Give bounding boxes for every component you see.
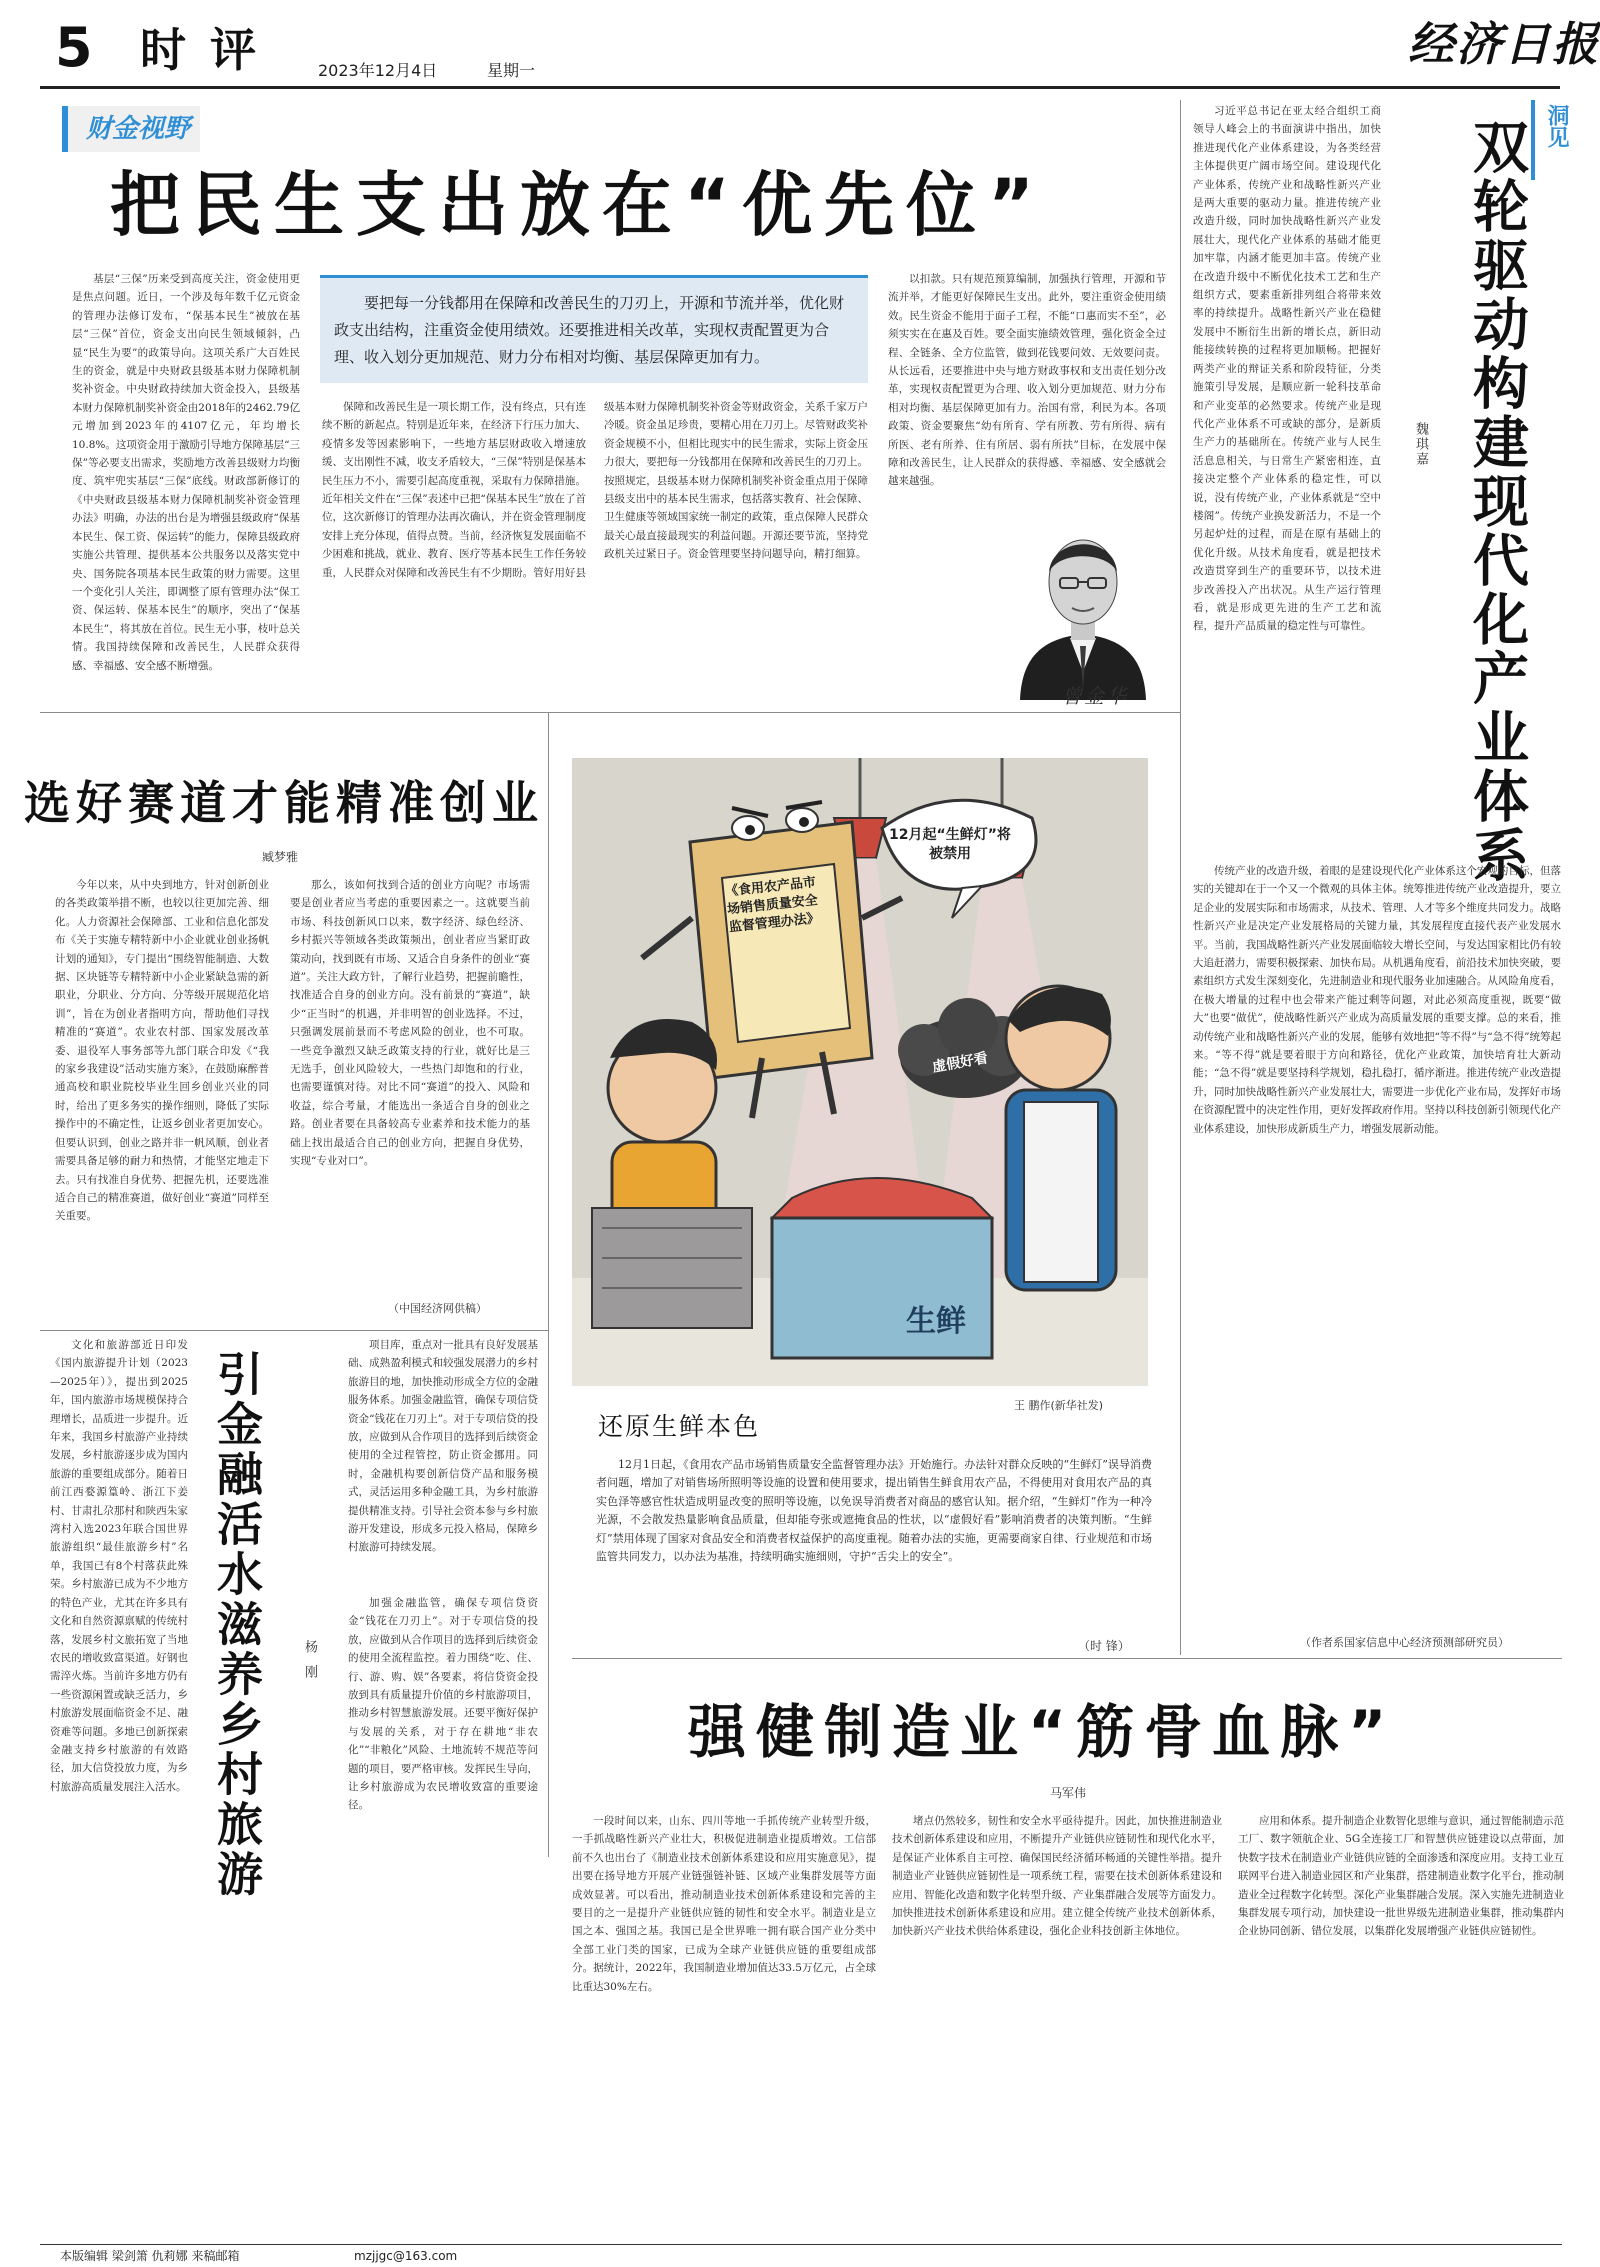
issue-date: 2023年12月4日	[318, 61, 438, 80]
article-headline: 引金融活水滋养乡村旅游	[210, 1350, 264, 1900]
article-body-col1: 一段时间以来，山东、四川等地一手抓传统产业转型升级，一手抓战略性新兴产业壮大，积极促进制造业提质增效。工信部前不久也出台了《制造业技术创新体系建设和应用实施意见》，提出要在扬导地方开展产业链强链补链、区域产业集群发展等方面成效显著。可以看出，推动制造业技术创新体系建设和完善的主要目的之一是提升产业链供应链的韧性和安全水平。制造业是立国之本、强国之基。我国已是全世界唯一拥有联合国产业分类中全部工业门类的国家，已成为全球产业链供应链的重要组成部分。据统计，2022年，我国制造业增加值达33.5万亿元，占全球比重达30%左右。	[572, 1815, 876, 1993]
footer-rule	[40, 2244, 1562, 2245]
article-body-col3: 加强金融监管，确保专项信贷资金“钱花在刀刃上”。对于专项信贷的投放，应做到从合作项目的选择到后续资金的使用全流程监控。着力围绕“吃、住、行、游、购、娱”各要素，将信贷资金投放到具有质量提升价值的乡村旅游项目，推动乡村智慧旅游发展。还要平衡好保护与发展的关系，对于存在耕地“非农化”“非粮化”风险、土地流转不规范等问题的项目，要严格审核。发挥民生导向，让乡村旅游成为农民增收致富的重要途径。	[348, 1597, 538, 1812]
issue-weekday: 星期一	[487, 61, 536, 80]
masthead-rule	[40, 86, 1560, 89]
article-body-col2: 项目库，重点对一批具有良好发展基础、成熟盈利模式和较强发展潜力的乡村旅游目的地，加快推动形成全方位的金融服务体系。加强金融监管，确保专项信贷资金“钱花在刀刃上”。对于专项信贷的投放，应做到从合作项目的选择到后续资金使用的全过程管控，防止资金挪用。同时，金融机构要创新信贷产品和服务模式，灵活运用多种金融工具，为乡村旅游提供精准支持。引导社会资本参与乡村旅游开发建设，形成多元投入格局，保障乡村旅游可持续发展。	[348, 1339, 538, 1554]
article-body-col3-tail	[888, 500, 983, 700]
column-tag	[62, 106, 200, 152]
article-headline: 把民生支出放在“优先位”	[110, 164, 1047, 246]
section-divider-top	[40, 712, 1180, 713]
cartoon-caption: 12月1日起，《食用农产品市场销售质量安全监督管理办法》开始施行。办法针对群众反映的“生鲜灯”误导消费者问题，增加了对销售场所照明等设施的设置和使用要求，提出销售生鲜食用农产品，不得使用对食用农产品的真实色泽等感官性状造成明显改变的照明等设施，以免误导消费者对商品的感官认知。据介绍，“生鲜灯”作为一种冷光源，不会散发热量影响食品质量，但却能夸张或遮掩食品的性状，以“虚假好看”影响消费者的决策判断。“生鲜灯”禁用体现了国家对食品安全和消费者权益保护的高度重视。随着办法的实施，更需要商家自律、行业规范和市场监管共同发力，以办法为基准，持续明确实施细则，守护“舌尖上的安全”。	[596, 1458, 1152, 1564]
article-source: （中国经济网供稿）	[388, 1302, 487, 1315]
author-portrait	[1000, 500, 1166, 700]
section-divider-lower	[572, 1658, 1562, 1659]
article-body-col1: 今年以来，从中央到地方，针对创新创业的各类政策举措不断，也较以往更加完善、细化。人力资源社会保障部、工业和信息化部发布《关于实施专精特新中小企业就业创业扬帆计划的通知》，专门提出“围绕智能制造、大数据、区块链等专精特新中小企业紧缺急需的新职业，分职业、分方向、分等级开展规范化培训”，旨在为创业者指明方向，帮助他们寻找精准的“赛道”。农业农村部、国家发展改革委、退役军人事务部等九部门联合印发《“我的家乡我建设”活动实施方案》，在鼓励麻醉普通高校和职业院校毕业生回乡创业兴业的同时，给出了更多务实的操作细则，降低了实际操作中的不确定性，让返乡创业者更加安心。但要认识到，创业之路并非一帆风顺，创业者需要具备足够的耐力和热情，才能坚定地走下去。只有找准自身优势、把握先机，还要选准适合自己的精准赛道，做好创业“赛道”同样至关重要。	[55, 879, 269, 1223]
article-headline: 选好赛道才能精准创业	[24, 776, 544, 830]
pull-quote-box	[320, 275, 868, 383]
sidebar-tag	[1531, 100, 1569, 180]
cartoon-illustration	[572, 758, 1148, 1386]
sidebar-author: 魏琪嘉	[1413, 422, 1428, 467]
article-body-col1: 基层“三保”历来受到高度关注，资金使用更是焦点问题。近日，一个涉及每年数千亿元资金的管理办法修订发布，“保基本民生”被放在基层“三保”首位，资金支出向民生领域倾斜，凸显“民生为要”的政策导向。这项关系广大百姓民生的资金，就是中央财政县级基本财力保障机制奖补资金。中央财政持续加大资金投入，县级基本财力保障机制奖补资金由2018年的2462.79亿元增加到2023年的4107亿元，年均增长10.8%。这项资金用于激励引导地方保障基层“三保”等必要支出需求，奖励地方改善县级财力均衡度、筑牢兜实基层“三保”底线。财政部新修订的《中央财政县级基本财力保障机制奖补资金管理办法》明确，办法的出台是为增强县级政府“保基本民生、保工资、保运转”的能力，保障县级政府实施公共管理、提供基本公共服务以及落实党中央、国务院各项基本民生政策的财力需要。这里一个变化引人关注，即调整了原有管理办法“保工资、保运转、保基本民生”的顺序，突出了“保基本民生”，将其放在首位。民生无小事，枝叶总关情。我国持续保障和改善民生，人民群众获得感、幸福感、安全感不断增强。	[72, 273, 300, 672]
cartoon-counter-label: 生鲜	[906, 1304, 966, 1339]
column-tag-label: 财金视野	[86, 114, 191, 144]
masthead	[0, 0, 1600, 95]
pull-quote: 要把每一分钱都用在保障和改善民生的刀刃上，开源和节流并举，优化财政支出结构，注重资金使用绩效。还要推进相关改革，实现权责配置更为合理、收入划分更加规范、财力分布相对均衡、基层保障更加有力。	[334, 294, 845, 366]
sidebar-footnote: （作者系国家信息中心经济预测部研究员）	[1300, 1636, 1509, 1649]
cartoon-divider	[548, 712, 549, 1857]
article-body-col1-tail	[50, 1730, 336, 2240]
cartoon-fake-label: 虚假好看	[931, 1050, 990, 1076]
cartoon-title: 还原生鲜本色	[598, 1412, 761, 1441]
cartoon-credit: 王 鹏作(新华社发)	[1014, 1399, 1104, 1412]
sidebar-divider	[1180, 100, 1181, 1655]
article-headline: 强健制造业“筋骨血脉”	[688, 1698, 1397, 1766]
article-body-col2: 堵点仍然较多，韧性和安全水平亟待提升。因此，加快推进制造业技术创新体系建设和应用，不断提升产业链供应链韧性和现代化水平，是保证产业体系自主可控、确保国民经济循环畅通的关键性举措。提升制造业产业链供应链韧性是一项系统工程，需要在技术创新体系建设和应用、智能化改造和数字化转型升级、产业集群融合发展等方面发力。加快推进技术创新体系建设和应用。建立健全传统产业技术创新体系，加快新兴产业技术供给体系建设，强化企业科技创新主体地位。	[892, 1815, 1222, 1938]
cartoon-speech-bubble: 12月起“生鲜灯”将被禁用	[889, 827, 1011, 862]
article-author: 杨 刚	[302, 1640, 317, 1683]
footer-editors: 本版编辑 梁剑箫 仇莉娜 来稿邮箱	[60, 2249, 240, 2263]
article-body-col3: 以扣款。只有规范预算编制，加强执行管理，开源和节流并举，才能更好保障民生支出。此外，要注重资金使用绩效。民生资金不能用于面子工程，不能“口惠而实不至”，必须实实在在惠及百姓。要全面实施绩效管理，强化资金全过程、全链条、全方位监管，做到花钱要问效、无效要问责。从长远看，还要推进中央与地方财政事权和支出责任划分改革，实现权责配置更为合理、收入划分更加规范、财力分布相对均衡、基层保障更加有力。治国有常，利民为本。各项政策、资金要聚焦“幼有所育、学有所教、劳有所得、病有所医、老有所养、住有所居、弱有所扶”目标，在发展中保障和改善民生，让人民群众的获得感、幸福感、安全感就会越来越强。	[888, 273, 1166, 488]
sidebar-tag-label: 洞见	[1544, 104, 1569, 148]
footer-email: mzjjgc@163.com	[354, 2249, 458, 2263]
section-divider-mid	[40, 1330, 548, 1331]
section-name: 时 评	[140, 23, 261, 77]
article-author: 臧梦雅	[262, 850, 299, 864]
page-number: 5	[55, 16, 93, 79]
sidebar-body-bottom: 传统产业的改造升级，着眼的是建设现代化产业体系这个宏观的目标，但落实的关键却在于一个又一个微观的具体主体。统筹推进传统产业改造提升，要立足企业的发展实际和市场需求，从技术、管理、人才等多个维度共同发力。战略性新兴产业是决定产业发展格局的关键力量，其发展程度直接代表产业发展水平。当前，我国战略性新兴产业发展面临较大增长空间，与发达国家相比仍有较大追赶潜力，需要积极探索、加快布局。从机遇角度看，前沿技术加快突破，要素组织方式发生深刻变化，先进制造业和现代服务业加速融合。从风险角度看，在极大增量的过程中也会带来产能过剩等问题，对此必须高度重视，既要“做大”也要“做优”，使战略性新兴产业成为高质量发展的重要支撑。总的来看，推动传统产业和战略性新兴产业的发展，能够有效地把“等不得”与“急不得”统筹起来。“等不得”就是要着眼于方向和路径，优化产业政策，加快培育壮大新动能；“急不得”就是要坚持科学规划，稳扎稳打，循序渐进。推进传统产业改造提升，同时加快战略性新兴产业发展壮大，需要进一步优化产业布局，发挥好市场在资源配置中的决定性作用，更好发挥政府作用。坚持以科技创新引领现代化产业体系建设，加快形成新质生产力，增强发展新动能。	[1193, 865, 1561, 1135]
author-signature: 曾金华	[1062, 684, 1128, 708]
article-body-col1: 文化和旅游部近日印发《国内旅游提升计划（2023—2025年）》，提出到2025年，国内旅游市场规模保持合理增长，品质进一步提升。近年来，我国乡村旅游产业持续发展，乡村旅游逐步成为国内旅游的重要组成部分。随着日前江西婺源篁岭、浙江下姜村、甘肃扎尕那村和陕西朱家湾村入选2023年联合国世界旅游组织“最佳旅游乡村”名单，我国已有8个村落获此殊荣。乡村旅游已成为不少地方的特色产业，尤其在许多具有文化和自然资源禀赋的传统村落，发展乡村文旅拓宽了当地农民的增收致富渠道。好钢也需淬火炼。当前许多地方仍有一些资源闲置或缺乏活力，乡村旅游发展面临资金不足、融资难等问题。多地已创新探索金融支持乡村旅游的有效路径，加大信贷投放力度，为乡村旅游高质量发展注入活水。	[50, 1339, 188, 1793]
article-author: 马军伟	[1050, 1786, 1087, 1800]
article-body-col3: 应用和体系。提升制造企业数智化思维与意识，通过智能制造示范工厂、数字领航企业、5G全连接工厂和智慧供应链建设以点带面，加快数字技术在制造业产业链供应链的全面渗透和深度应用。支持工业互联网平台进入制造业园区和产业集群，搭建制造业数字化平台，推动制造业全过程数字化转型。深化产业集群融合发展。深入实施先进制造业集群发展专项行动，加快建设一批世界级先进制造业集群，推动集群内企业协同创新、错位发展，以集群化发展增强产业链供应链韧性。	[1238, 1815, 1564, 1938]
sidebar-body-top: 习近平总书记在亚太经合组织工商领导人峰会上的书面演讲中指出，加快推进现代化产业体系建设，为各类经营主体提供更广阔市场空间。建设现代化产业体系，传统产业和战略性新兴产业是两大重要的驱动力量。推进传统产业改造升级，同时加快战略性新兴产业发展壮大，现代化产业体系的基础才能更加牢靠，内涵才能更加丰富。传统产业在改造升级中不断优化技术工艺和生产组织方式，要素重新排列组合将带来效率的持续提升。战略性新兴产业在稳健发展中不断衍生出新的增长点，新旧动能接续转换的过程将更加顺畅。把握好两类产业的辩证关系和阶段特征，分类施策引导发展，是顺应新一轮科技革命和产业变革的必然要求。传统产业是现代化产业体系不可或缺的部分，是新质生产力的基础所在。传统产业与人民生活息息相关，与日常生产紧密相连，直接决定整个产业体系的稳定性，可以说，没有传统产业，产业体系就是“空中楼阁”。传统产业换发新活力，不是一个另起炉灶的过程，而是在原有基础上的优化升级。从技术角度看，就是把技术改造贯穿到生产的重要环节，以技术进步改善投入产出状况。从生产运行管理看，就是形成更先进的生产工艺和流程，提升产品质量的稳定性与可靠性。	[1193, 105, 1381, 633]
cartoon-document-label: 《食用农产品市场销售质量安全监督管理办法》	[724, 875, 821, 936]
cartoon-caption-author: （时 锋）	[1078, 1639, 1130, 1653]
article-body-col2: 那么，该如何找到合适的创业方向呢？市场需要是创业者应当考虑的重要因素之一。这就要当前市场、科技创新风口以来，数字经济、绿色经济、乡村振兴等领域各类政策频出，创业者应当紧盯政策动向，找到既有市场、又适合自身条件的创业“赛道”。关注大政方针，了解行业趋势，把握前瞻性，找准适合自身的创业方向。没有前景的“赛道”，缺少“正当时”的机遇，并非明智的创业选择。不过，只强调发展前景而不考虑风险的创业，也不可取。一些竞争激烈又缺乏政策支持的行业，就好比是三无选手，创业风险较大，一些热门却饱和的行业，也需要谨慎对待。对比不同“赛道”的投入、风险和收益，综合考量，才能选出一条适合自身的创业之路。创业者要在具备较高专业素养和技术能力的基础上找出最适合自己的创业方向，把握自身优势，实现“专业对口”。	[290, 879, 530, 1168]
article-body-col2: 保障和改善民生是一项长期工作，没有终点，只有连续不断的新起点。特别是近年来，在经济下行压力加大、疫情多发等因素影响下，一些地方基层财政收入增速放缓、支出刚性不减，收支矛盾较大，“三保”特别是保基本民生压力不小，需要引起高度重视，采取有力保障措施。近年相关文件在“三保”表述中已把“保基本民生”放在了首位，这次新修订的管理办法再次确认，并在资金管理制度安排上充分体现，值得点赞。当前，经济恢复发展面临不少困难和挑战，就业、教育、医疗等基本民生工作任务较重，人民群众对保障和改善民生有不少期盼。管好用好县级基本财力保障机制奖补资金等财政资金，关系千家万户冷暖。资金虽足珍贵，要精心用在刀刃上。尽管财政奖补资金规模不小，但相比现实中的民生需求，实际上资金压力很大，要把每一分钱都用在保障和改善民生的刀刃上。按照规定，县级基本财力保障机制奖补资金重点用于保障县级支出中的基本民生需求，包括落实教育、社会保障、卫生健康等领域国家统一制定的政策，重点保障人民群众最关心最直接最现实的利益问题。开源还要节流，坚持党政机关过紧日子。资金管理要坚持问题导向，精打细算。	[322, 401, 868, 579]
newspaper-logo: 经济日报	[1408, 17, 1600, 71]
sidebar-headline: 双轮驱动构建现代化产业体系	[1464, 118, 1529, 885]
